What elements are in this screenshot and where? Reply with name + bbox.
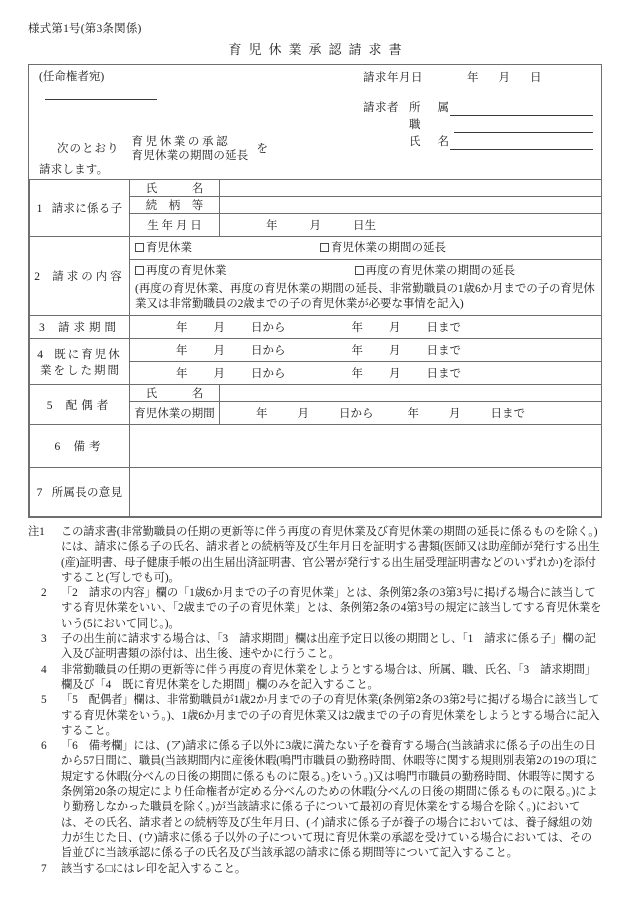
- footnotes: [28, 525, 602, 877]
- request-content-checkbox-row-1: [130, 237, 602, 260]
- row5-label: 配偶者: [65, 399, 113, 412]
- checkbox-childcare-leave[interactable]: [135, 242, 192, 254]
- footnote-marker: 7: [41, 862, 47, 875]
- table-row-spouse-name: [30, 385, 602, 402]
- period-from-year: 年: [176, 322, 188, 334]
- prev1-to-month: 月: [389, 345, 401, 357]
- prev1-to-year: 年: [351, 345, 363, 357]
- row7-label: 所属長の意見: [51, 487, 123, 499]
- footnote-item: [28, 693, 602, 739]
- spouse-period-value[interactable]: [220, 402, 602, 425]
- request-period-value[interactable]: [130, 316, 602, 339]
- child-relation-value[interactable]: [220, 197, 602, 214]
- footnote-marker: 3: [41, 633, 47, 646]
- row4-label-cell: [30, 339, 130, 385]
- checkbox-leave-extension-label: 育児休業の期間の延長: [331, 242, 446, 254]
- requester-name-row: [363, 133, 630, 150]
- birth-month: 月: [309, 220, 321, 232]
- row2-number: 2: [34, 271, 41, 283]
- footnote-item: [28, 862, 602, 877]
- row4-label-line1: 既に育児休: [54, 348, 122, 361]
- prev2-to-month: 月: [389, 368, 401, 380]
- spouse-to-month: 月: [449, 408, 461, 420]
- prev2-from-month: 月: [213, 368, 225, 380]
- child-name-label: 氏 名: [130, 180, 220, 197]
- previous-period-2-value[interactable]: [130, 362, 602, 385]
- requester-meta: [363, 71, 630, 150]
- checkbox-repeat-extension-label: 再度の育児休業の期間の延長: [365, 265, 515, 277]
- footnote-marker: 6: [41, 740, 47, 753]
- row2-label-cell: [30, 237, 130, 316]
- table-row-remarks: [30, 425, 602, 468]
- footnote-marker: 注1: [28, 526, 45, 538]
- checkbox-box-icon: [135, 266, 144, 275]
- footnote-item: [28, 632, 602, 663]
- row4-number: 4: [37, 348, 44, 361]
- request-date-row: [363, 71, 630, 86]
- previous-period-1-value[interactable]: [130, 339, 602, 362]
- name-input-line[interactable]: [450, 136, 593, 150]
- spouse-to-year: 年: [407, 408, 419, 420]
- spouse-name-value[interactable]: [220, 385, 602, 402]
- footnote-item: [28, 586, 602, 632]
- prev1-from-year: 年: [176, 345, 188, 357]
- supervisor-opinion-value[interactable]: [130, 468, 602, 517]
- row3-label-cell: [30, 316, 130, 339]
- child-relation-label: 続 柄 等: [130, 197, 220, 214]
- table-row-child-name: [30, 180, 602, 197]
- checkbox-childcare-leave-label: 育児休業: [146, 242, 192, 254]
- footnote-marker: 5: [41, 694, 47, 707]
- row1-label-cell: [30, 180, 130, 237]
- intro-option-extension: 育児休業の期間の延長: [131, 150, 249, 162]
- prev2-from-year: 年: [176, 368, 188, 380]
- intro-option-leave: 育児休業の承認: [131, 136, 231, 148]
- row7-label-cell: [30, 468, 130, 517]
- intro-lead: 次のとおり: [57, 143, 120, 155]
- addressee-input-line[interactable]: [45, 86, 157, 100]
- position-input-line[interactable]: [454, 119, 593, 133]
- addressee-label: (任命権者宛): [39, 71, 105, 83]
- top-block: [29, 65, 601, 179]
- footnote-item: [28, 525, 602, 586]
- footnote-marker: 2: [41, 587, 47, 600]
- name-label: 氏 名: [409, 136, 449, 148]
- row1-number: 1: [36, 203, 43, 215]
- form-outer-box: [28, 64, 602, 518]
- child-name-value[interactable]: [220, 180, 602, 197]
- table-row-request-period: [30, 316, 602, 339]
- footnote-text: 「2 請求の内容」欄の「1歳6か月までの子の育児休業」とは、条例第2条の3第3号に掲げる場合に該当してする育児休業をいい、「2歳までの子の育児休業」とは、条例第2条の4第3号の規定に該当してする育児休業をいう(5において同じ。)。: [61, 587, 602, 630]
- footnote-text: 該当する□にはレ印を記入すること。: [61, 862, 247, 875]
- spouse-period-label: 育児休業の期間: [130, 402, 220, 425]
- checkbox-box-icon: [135, 243, 144, 252]
- affiliation-input-line[interactable]: [450, 102, 593, 116]
- footnote-text: 「5 配偶者」欄は、非常勤職員が1歳2か月までの子の育児休業(条例第2条の3第2号に掲げる場合に該当してする育児休業をいう。)、1歳6か月までの子の育児休業又は2歳までの子の育児休業をしようとする場合に記入すること。: [61, 694, 600, 737]
- period-to-month: 月: [389, 322, 401, 334]
- intro-closing: 請求します。: [39, 164, 109, 176]
- footnote-text: 子の出生前に請求する場合は、「3 請求期間」欄は出産予定日以後の期間とし、「1 請求に係る子」欄の記入及び証明書類の添付は、出生後、速やかに行うこと。: [61, 633, 596, 661]
- table-row-supervisor-opinion: [30, 468, 602, 517]
- position-label: 職: [409, 119, 421, 131]
- checkbox-box-icon: [320, 243, 329, 252]
- request-date-fields[interactable]: 年月日: [467, 72, 562, 84]
- spouse-name-label: 氏 名: [130, 385, 220, 402]
- row5-number: 5: [46, 399, 53, 412]
- requester-label: 請求者: [363, 102, 399, 114]
- request-date-label: 請求年月日: [363, 72, 423, 84]
- page-title: 育児休業承認請求書: [228, 42, 409, 57]
- footnote-text: 非常勤職員の任期の更新等に伴う再度の育児休業をしようとする場合は、所属、職、氏名、「3 請求期間」欄及び「4 既に育児休業をした期間」欄のみを記入すること。: [61, 663, 596, 691]
- birth-year: 年: [266, 220, 278, 232]
- period-from-month: 月: [213, 322, 225, 334]
- checkbox-leave-extension[interactable]: [320, 242, 446, 254]
- period-from-day: 日から: [251, 322, 286, 334]
- intro-statement: [39, 135, 359, 177]
- row1-label: 請求に係る子: [51, 203, 123, 215]
- spouse-from-month: 月: [297, 408, 309, 420]
- request-content-note: (再度の育児休業、再度の育児休業の期間の延長、非常勤職員の1歳6か月までの子の育児休業又は非常勤職員の2歳までの子の育児休業が必要な事情を記入): [135, 283, 595, 310]
- footnote-marker: 4: [41, 663, 47, 676]
- table-row-previous-period-1: [30, 339, 602, 362]
- footnote-text: この請求書(非常勤職員の任期の更新等に伴う再度の育児休業及び育児休業の期間の延長に係るものを除く。)には、請求に係る子の氏名、請求者との続柄等及び生年月日を証明する書類(医師又は助産師が発行する出生(産)証明書、母子健康手帳の出生届出済証明書、官公署が発行する出生届受理証明書などのいずれか)を添付すること(写しでも可)。: [61, 526, 600, 584]
- row2-label: 請求の内容: [52, 271, 125, 283]
- period-to-day: 日まで: [426, 322, 461, 334]
- prev1-from-day: 日から: [251, 345, 286, 357]
- row3-label: 請求期間: [58, 322, 120, 334]
- prev2-from-day: 日から: [251, 368, 286, 380]
- row5-label-cell: [30, 385, 130, 425]
- form-code: 様式第1号(第3条関係): [28, 23, 142, 35]
- footnote-item: [28, 663, 602, 694]
- prev2-to-year: 年: [351, 368, 363, 380]
- affiliation-label: 所 属: [409, 102, 449, 114]
- footnote-item: [28, 739, 602, 861]
- prev2-to-day: 日まで: [426, 368, 461, 380]
- prev1-to-day: 日まで: [426, 345, 461, 357]
- spouse-from-day: 日から: [339, 408, 374, 420]
- table-row-request-content-1: [30, 237, 602, 260]
- period-to-year: 年: [351, 322, 363, 334]
- requester-affiliation-row: [363, 99, 630, 116]
- checkbox-repeat-extension[interactable]: [355, 265, 516, 277]
- spouse-from-year: 年: [256, 408, 268, 420]
- checkbox-repeat-leave-label: 再度の育児休業: [146, 265, 227, 277]
- spouse-to-day: 日まで: [490, 408, 525, 420]
- row3-number: 3: [39, 322, 46, 334]
- requester-position-row: [363, 116, 630, 133]
- prev1-from-month: 月: [213, 345, 225, 357]
- row4-label-line2: 業をした期間: [40, 364, 121, 377]
- row6-number: 6: [54, 441, 61, 453]
- birth-day: 日生: [353, 220, 376, 232]
- row6-label-cell: [30, 425, 130, 468]
- row6-label: 備考: [73, 441, 105, 453]
- request-content-checkbox-row-2: [130, 260, 602, 316]
- form-grid: [29, 179, 602, 517]
- checkbox-box-icon: [355, 266, 364, 275]
- requester-block: [363, 99, 630, 150]
- checkbox-repeat-leave[interactable]: [135, 265, 227, 277]
- remarks-value[interactable]: [130, 425, 602, 468]
- child-birthdate-label: 生 年 月 日: [130, 214, 220, 237]
- child-birthdate-value[interactable]: [220, 214, 602, 237]
- footnote-text: 「6 備考欄」には、(ア)請求に係る子以外に3歳に満たない子を養育する場合(当該請求に係る子の出生の日から57日間に、職員(当該期間内に産後休暇(鳴門市職員の勤務時間、休暇等に関する規則別表第2の19の項に規定する休暇(分べんの日後の期間に係るものに限る。)をいう。)又は鳴門市職員の勤務時間、休暇等に関する条例第20条の規定により任命権者が定める分べんのための休暇(分べんの日後の期間に係るものに限る。)により勤務しなかった職員を除く。)が当該請求に係る子について最初の育児休業をする場合を除く。)においては、その氏名、請求者との続柄等及び生年月日、(イ)請求に係る子が養子の場合においては、養子縁組の効力が生じた日、(ウ)請求に係る子以外の子について現に育児休業の承認を受けている場合においては、その旨並びに当該承認に係る子の氏名及び当該承認の請求に係る期間等について記入すること。: [61, 740, 598, 860]
- row7-number: 7: [36, 487, 43, 499]
- intro-particle: を: [256, 143, 268, 155]
